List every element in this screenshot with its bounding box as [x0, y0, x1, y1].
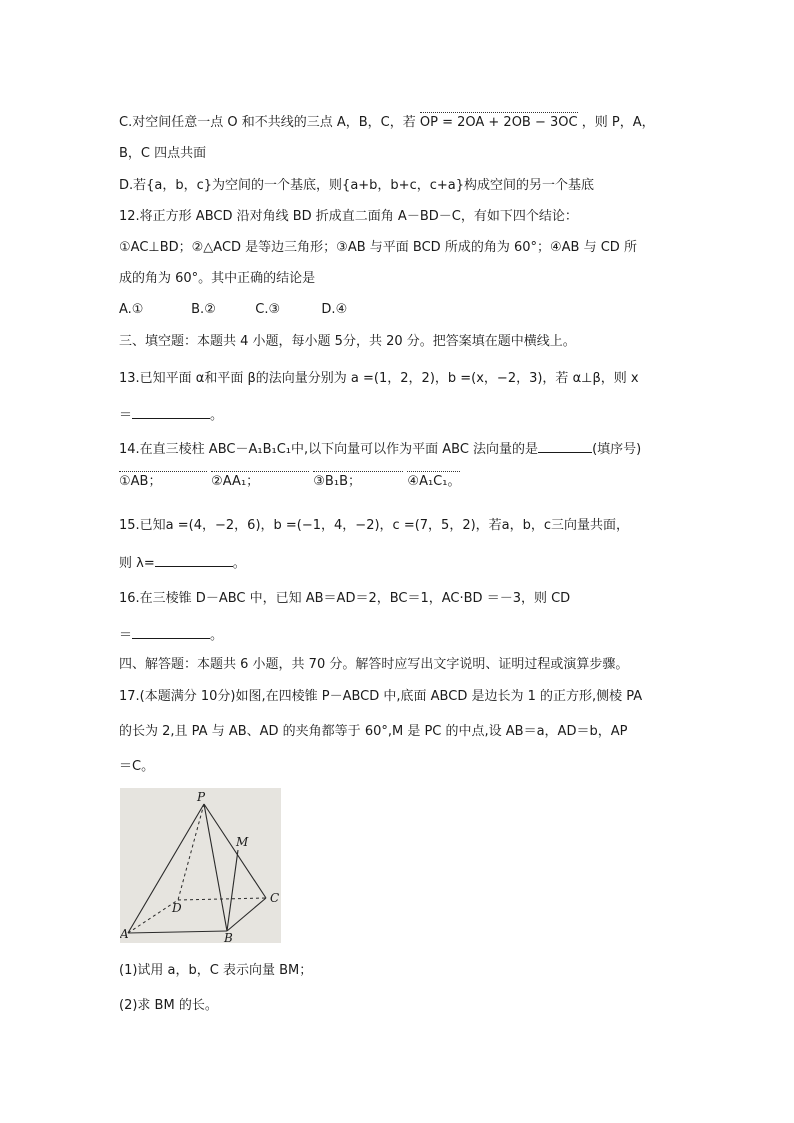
q15-lambda: 则 λ= — [119, 556, 155, 571]
section-3-heading: 三、填空题：本题共 4 小题，每小题 5分，共 20 分。把答案填在题中横线上。 — [119, 334, 576, 349]
q12-option-c: C.③ — [255, 302, 281, 317]
q15-answer-line — [119, 552, 246, 573]
q11-option-c-line2: B，C 四点共面 — [119, 146, 207, 161]
q13-answer-line — [119, 404, 223, 425]
q14-option-1: ①AB； — [119, 470, 207, 491]
q12-stem: 12.将正方形 ABCD 沿对角线 BD 折成直二面角 A－BD－C，有如下四个结论： — [119, 209, 578, 224]
q12-conclusions: ①AC⊥BD；②△ACD 是等边三角形；③AB 与平面 BCD 所成的角为 60°；④AB 与 CD 所 — [119, 240, 637, 255]
q13-equals: ＝ — [119, 408, 133, 423]
edge-pd — [178, 804, 204, 900]
q16-answer-blank[interactable] — [132, 624, 210, 639]
q16-stem: 16.在三棱锥 D－ABC 中，已知 AB＝AD＝2，BC＝1，AC·BD ＝－3，则 CD — [119, 591, 571, 606]
label-d: D — [172, 901, 182, 915]
label-c: C — [270, 891, 280, 905]
q11-option-d: D.若{a，b，c}为空间的一个基底，则{a+b，b+c，c+a}构成空间的另一个基底 — [119, 178, 595, 193]
q13-period: 。 — [210, 408, 224, 423]
q17-stem-cont: 的长为 2,且 PA 与 AB、AD 的夹角都等于 60°,M 是 PC 的中点,设 AB＝a，AD＝b，AP — [119, 724, 628, 739]
pyramid-figure — [120, 788, 281, 943]
q15-period: 。 — [232, 556, 246, 571]
q14-stem — [119, 438, 641, 459]
q14-text: 14.在直三棱柱 ABC－A₁B₁C₁中,以下向量可以作为平面 ABC 法向量的是 — [119, 442, 539, 457]
q16-period: 。 — [210, 628, 224, 643]
q11-option-c-text-end: ，则 P，A， — [581, 115, 655, 130]
q12-option-b: B.② — [191, 302, 216, 317]
label-m: M — [236, 835, 249, 849]
edge-pc — [204, 804, 266, 898]
edge-pb — [204, 804, 227, 931]
q17-part-2: (2)求 BM 的长。 — [119, 998, 218, 1013]
q12-conclusions-cont: 成的角为 60°。其中正确的结论是 — [119, 271, 316, 286]
q17-stem-end: ＝C。 — [119, 759, 155, 774]
q14-option-3: ③B₁B； — [313, 470, 403, 491]
q17-stem: 17.(本题满分 10分)如图,在四棱锥 P－ABCD 中,底面 ABCD 是边长为 1 的正方形,侧棱 PA — [119, 689, 643, 704]
edge-dc — [178, 898, 266, 900]
q14-text-end: (填序号) — [592, 442, 642, 457]
edge-pa — [128, 804, 204, 933]
q14-options — [119, 470, 460, 491]
q13-stem: 13.已知平面 α和平面 β的法向量分别为 a =(1，2，2)，b =(x，−2，3)，若 α⊥β，则 x — [119, 371, 639, 386]
label-a: A — [120, 927, 129, 941]
q14-option-2: ②AA₁； — [211, 470, 309, 491]
label-p: P — [197, 790, 206, 804]
q12-options — [119, 301, 347, 319]
q15-answer-blank[interactable] — [155, 552, 233, 567]
q15-stem: 15.已知a =(4，−2，6)，b =(−1，4，−2)，c =(7，5，2)，若a，b，c三向量共面， — [119, 518, 630, 533]
q16-answer-line — [119, 624, 223, 645]
q12-option-d: D.④ — [321, 302, 348, 317]
edge-ab — [128, 931, 227, 933]
label-b: B — [224, 931, 233, 943]
q12-option-a: A.① — [119, 302, 144, 317]
q13-answer-blank[interactable] — [132, 404, 210, 419]
edge-ad — [128, 900, 178, 933]
q17-part-1: (1)试用 a，b，C 表示向量 BM； — [119, 963, 313, 978]
q11-option-c-line1 — [119, 111, 655, 132]
section-4-heading: 四、解答题：本题共 6 小题，共 70 分。解答时应写出文字说明、证明过程或演算步骤。 — [119, 657, 629, 672]
q11-vector-equation: OP = 2OA + 2OB − 3OC — [420, 111, 578, 132]
q16-equals: ＝ — [119, 628, 133, 643]
q14-option-4: ④A₁C₁。 — [407, 470, 460, 491]
q14-answer-blank[interactable] — [538, 438, 592, 453]
edge-bc — [227, 898, 266, 931]
segment-bm — [227, 850, 238, 931]
q11-option-c-text: C.对空间任意一点 O 和不共线的三点 A，B，C，若 — [119, 115, 416, 130]
